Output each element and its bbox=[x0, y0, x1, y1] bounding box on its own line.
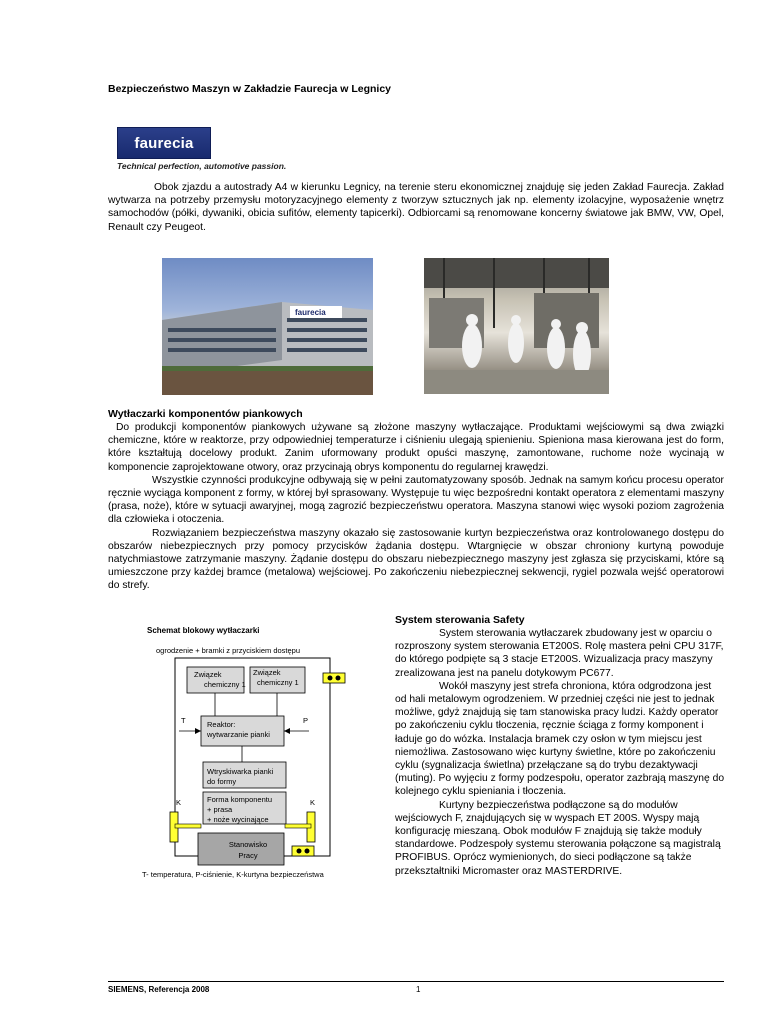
reactor-label-line1: Reaktor: bbox=[207, 720, 236, 729]
diagram-caption: T- temperatura, P-ciśnienie, K-kurtyna bezpieczeństwa bbox=[142, 870, 324, 879]
logo-text: faurecia bbox=[134, 134, 194, 152]
form-label-line3: + noże wycinające bbox=[207, 815, 269, 824]
section-heading-safety: System sterowania Safety bbox=[395, 614, 525, 626]
gate-icon bbox=[323, 673, 345, 683]
form-label-line2: + prasa bbox=[207, 805, 233, 814]
logo-tagline: Technical perfection, automotive passion. bbox=[117, 161, 287, 171]
building-image bbox=[162, 258, 373, 395]
chemical-2-label bbox=[253, 668, 299, 688]
section-safety-paragraph-2: Wokół maszyny jest strefa chroniona, która odgrodzona jest od hali metalowym ogrodzeniem. W przedniej części nie jest to jednak możliwe, gdyż znajdują się tam stanowiska pracy ludzi. Każdy operator po zakończeniu cyklu tłoczenia, ręcznie ściąga z formy komponent i ładuje go do wózka. Instalacja bramek czy osłon w tym miejscu jest niemożliwa. Zastosowano więc kurtyny świetlne, które po zakończeniu cyklu (sygnalizacja świetlna) przełączane są do trybu dezaktywacji (muting). Po wyjęciu z formy podzespołu, operator zazbrają maszynę do kolejnego cyklu spieniania i tłoczenia. bbox=[395, 680, 725, 798]
section-foam-paragraph-3: Rozwiązaniem bezpieczeństwa maszyny okazało się zastosowanie kurtyn bezpieczeństwa oraz kontrolowanego dostępu do obszarów niebezpiecznych przy pomocy przycisków żądania dostępu. Wtargnięcie w obszar chroniony kurtyną powoduje natychmiastowe zatrzymanie maszyny. Żądanie dostępu do obszaru niebezpiecznego maszyny jest zgłasza się przyciskami, które są umieszczone przy każdej bramce (metalowa) wejściowej. Po zakończeniu niebezpiecznej sekwencji, rygiel pozwala wejść operatorowi do strefy. bbox=[108, 527, 724, 592]
block-diagram bbox=[135, 640, 360, 870]
curtain-right-icon bbox=[285, 812, 315, 842]
label-K-right: K bbox=[310, 798, 316, 807]
section-heading-foam: Wytłaczarki komponentów piankowych bbox=[108, 408, 303, 420]
diagram-fence-label: ogrodzenie + bramki z przyciskiem dostępu bbox=[156, 646, 301, 655]
page-number: 1 bbox=[416, 985, 421, 994]
factory-floor-image bbox=[424, 258, 609, 394]
station-label-line2: Pracy bbox=[238, 851, 258, 860]
footer-divider bbox=[108, 981, 724, 982]
section-foam-body bbox=[108, 421, 724, 593]
injector-label-line2: do formy bbox=[207, 777, 237, 786]
footer-reference: SIEMENS, Referencja 2008 bbox=[108, 985, 210, 994]
chemical-1-label-line2: chemiczny 1 bbox=[204, 680, 246, 689]
curtain-left-icon bbox=[170, 812, 201, 842]
chemical-2-label-line2: chemiczny 1 bbox=[257, 678, 299, 687]
intro-paragraph: Obok zjazdu a autostrady A4 w kierunku Legnicy, na terenie steru ekonomicznej znajduję się jeden Zakład Faurecja. Zakład wytwarza na potrzeby przemysłu motoryzacyjnego elementy z tworzyw sztucznych jak np. elementy izolacyjne, wyposażenie wnętrz samochodów (półki, dywaniki, obicia sufitów, elementy tapicerki). Odbiorcami są renomowane koncerny światowe jak BMW, VW, Opel, Renault czy Peugeot. bbox=[108, 182, 724, 233]
injector-label-line1: Wtryskiwarka pianki bbox=[207, 767, 274, 776]
diagram-title: Schemat blokowy wytłaczarki bbox=[147, 626, 260, 635]
chemical-1-label bbox=[194, 670, 246, 690]
faurecia-logo bbox=[117, 127, 211, 159]
section-safety-paragraph-1: System sterowania wytłaczarek zbudowany jest w oparciu o rozproszony system sterowania ET200S. Rolę mastera pełni CPU 317F, do którego podpięte są 3 stacje ET200S. Wizualizacja pracy maszyny zrealizowana jest na panelu dotykowym PC677. bbox=[395, 628, 724, 679]
section-foam-paragraph-2: Wszystkie czynności produkcyjne odbywają się w pełni zautomatyzowany sposób. Jednak na samym końcu procesu operator ręcznie wyciąga komponent z formy, w której był sprasowany. Występuje tu więc bezpośredni kontakt operatora z elementami maszyny (prasa, noże), które w sytuacji awaryjnej, mogą zagrozić bezpieczeństwu operatora. Maszyna stanowi więc wysoki poziom zagrożenia dla człowieka i otoczenia. bbox=[108, 474, 724, 526]
station-label-line1: Stanowisko bbox=[228, 840, 268, 849]
chemical-1-label-line1: Związek bbox=[194, 670, 222, 679]
form-label bbox=[207, 795, 272, 825]
label-K-left: K bbox=[176, 798, 182, 807]
factory-floor-photo bbox=[424, 258, 609, 394]
factory-building-photo bbox=[162, 258, 373, 395]
chemical-2-label-line1: Związek bbox=[253, 668, 281, 677]
section-safety-body bbox=[395, 627, 725, 878]
gate-icon bbox=[292, 846, 314, 856]
page-title: Bezpieczeństwo Maszyn w Zakładzie Faurecja w Legnicy bbox=[108, 83, 392, 95]
label-T: T bbox=[181, 716, 186, 725]
injector-label bbox=[207, 767, 273, 787]
reactor-label-line2: wytwarzanie pianki bbox=[207, 730, 270, 739]
station-label bbox=[222, 839, 274, 861]
section-safety-paragraph-3: Kurtyny bezpieczeństwa podłączone są do modułów wejściowych F, znajdujących się w wyspach ET 200S. Wyspy mają konfigurację mieszaną. Obok modułów F znajdują się także moduły standardowe. Podzespoły systemu sterowania połączone są magistralą PROFIBUS. Oprócz wymienionych, do sieci podłączone są także przekształtniki Micromaster oraz MASTERDRIVE. bbox=[395, 799, 721, 877]
label-P: P bbox=[303, 716, 309, 725]
form-label-line1: Forma komponentu bbox=[207, 795, 273, 804]
reactor-label bbox=[207, 720, 270, 740]
section-foam-paragraph-1: Do produkcji komponentów piankowych używane są złożone maszyny wytłaczające. Produktami wejściowymi są dwa związki chemiczne, które w reaktorze, przy odpowiedniej temperaturze i ciśnieniu ulegają spienieniu. Spieniona masa kierowana jest do form, które kształtują docelowy produkt. Zanim uformowany produkt opuści maszynę, zamontowane, ruchome noże wycinają w komponencie zaprojektowane otwory, oraz przycinają obrys komponentu do regularnej krawędzi. bbox=[108, 422, 724, 473]
building-sign-text: faurecia bbox=[295, 308, 326, 317]
